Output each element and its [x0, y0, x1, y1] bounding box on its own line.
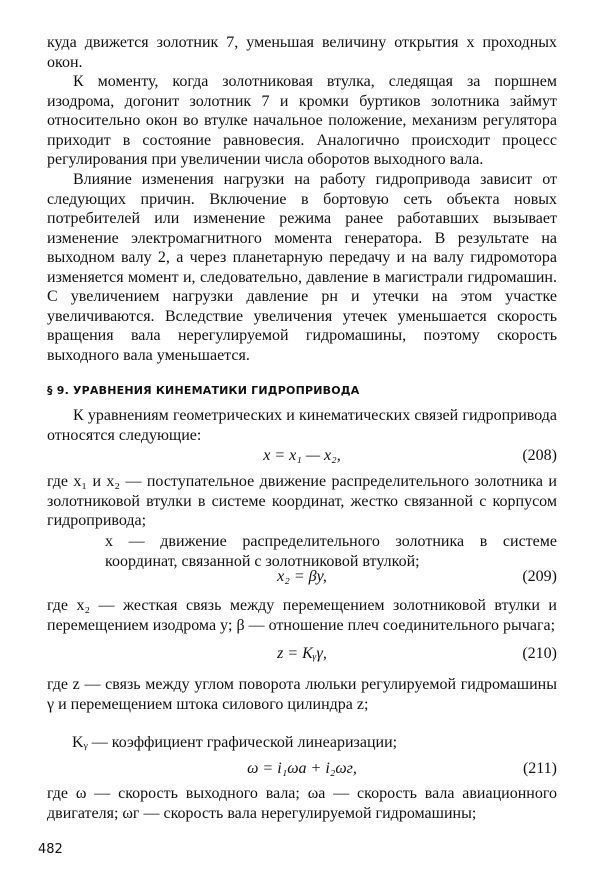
paragraph-equations-intro: К уравнениям геометрических и кинематических связей гидропривода относятся следующие: — [47, 407, 557, 444]
equation-208-number: (208) — [522, 447, 557, 464]
equation-210 — [47, 645, 557, 667]
definition-z: где z — связь между углом поворота люльки регулируемой гидромашины γ и перемещением штока силового цилиндра z; — [47, 676, 557, 713]
equation-208 — [47, 447, 557, 469]
paragraph-load-influence: Влияние изменения нагрузки на работу гидропривода зависит от следующих причин. Включение в бортовую сеть объекта новых потребителей или изменение режима ранее работавших вызывает изменение электромагнитного момента генератора. В результате на выходном валу 2, а через планетарную передачу и на валу гидромотора изменяется момент и, следовательно, давление в магистрали гидромашин. С увеличением нагрузки давление pн и утечки на этом участке увеличиваются. Вследствие увеличения утечек уменьшается скорость вращения вала нерегулируемой гидромашины, поэтому скорость выходного вала уменьшается. — [47, 171, 557, 364]
equation-209 — [47, 568, 557, 590]
equation-211 — [47, 760, 557, 782]
definition-x1-x2: где x₁ и x₂ — поступательное движение распределительного золотника и золотниковой втулки в системе координат, жестко связанной с корпусом гидропривода; — [47, 473, 557, 529]
definition-x2: где x₂ — жесткая связь между перемещением золотниковой втулки и перемещением изодрома y; β — отношение плеч соединительного рычага; — [47, 597, 557, 634]
definition-kgamma: Kᵧ — коэффициент графической линеаризации; — [72, 734, 398, 751]
equation-211-number: (211) — [522, 760, 557, 777]
equation-209-formula: x₂ = βy, — [277, 568, 327, 585]
equation-208-formula: x = x₁ — x₂, — [263, 447, 341, 464]
equation-209-number: (209) — [522, 568, 557, 585]
equation-210-number: (210) — [522, 645, 557, 662]
equation-211-formula: ω = i₁ωа + i₂ωг, — [247, 760, 357, 777]
section-heading: § 9. УРАВНЕНИЯ КИНЕМАТИКИ ГИДРОПРИВОДА — [47, 384, 360, 397]
equation-210-formula: z = Kᵧγ, — [277, 645, 327, 662]
paragraph-equilibrium: К моменту, когда золотниковая втулка, следящая за поршнем изодрома, догонит золотник 7 и кромки буртиков золотника займут относительно окон во втулке начальное положение, механизм регулятора приходит в состояние равновесия. Аналогично происходит процесс регулирования при увеличении числа оборотов выходного вала. — [47, 73, 557, 168]
paragraph-continuation: куда движется золотник 7, уменьшая величину открытия x проходных окон. — [47, 34, 557, 71]
definition-x: x — движение распределительного золотника в системе координат, связанной с золотниковой втулкой; — [105, 533, 557, 570]
page-number: 482 — [38, 842, 63, 857]
definition-omega: где ω — скорость выходного вала; ωа — скорость вала авиационного двигателя; ωг — скорость вала нерегулируемой гидромашины; — [47, 785, 557, 822]
